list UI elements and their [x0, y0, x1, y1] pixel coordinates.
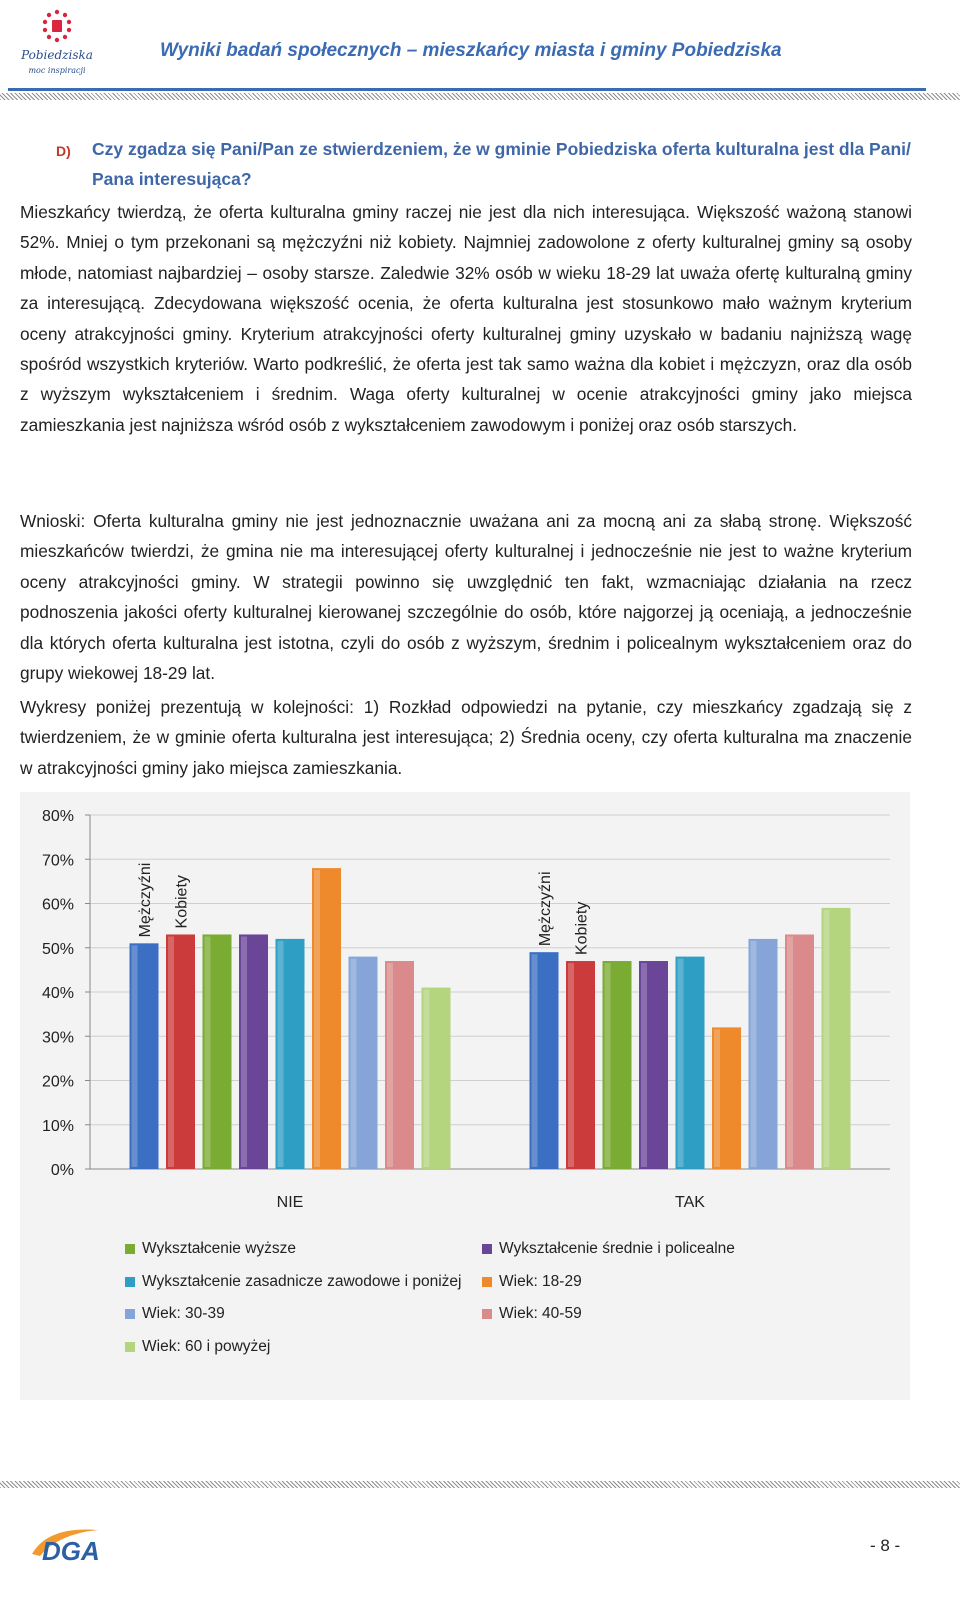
- bar-highlight: [241, 936, 247, 1167]
- bar-highlight: [532, 954, 538, 1167]
- bar-series-label: Mężczyźni: [137, 862, 154, 938]
- legend-item: [482, 1305, 582, 1323]
- pobiedziska-logo: [12, 6, 102, 86]
- legend-item: [125, 1273, 462, 1291]
- x-category-label: NIE: [276, 1194, 304, 1211]
- legend-label: Wykształcenie zasadnicze zawodowe i poniżej: [142, 1272, 462, 1290]
- legend-item: [125, 1305, 225, 1323]
- bar-highlight: [714, 1029, 720, 1167]
- legend-label: Wiek: 60 i powyżej: [142, 1337, 271, 1355]
- legend-label: Wykształcenie średnie i policealne: [499, 1240, 735, 1257]
- legend-item: [482, 1240, 735, 1258]
- bar-highlight: [168, 936, 174, 1167]
- page-header: [0, 0, 960, 100]
- pobiedziska-emblem-icon: [12, 6, 102, 48]
- bar-highlight: [132, 945, 138, 1167]
- header-hatch-divider: [0, 93, 960, 100]
- legend-swatch: [482, 1244, 492, 1254]
- bar-series-label: Kobiety: [573, 901, 591, 956]
- paragraph-findings: Mieszkańcy twierdzą, że oferta kulturalna gminy raczej nie jest dla nich interesująca. Większość ważoną stanowi 52%. Mniej o tym przekonani są mężczyźni niż kobiety. Najmniej zadowolone z oferty kulturalnej gminy są osoby młode, natomiast najbardziej – osoby starsze. Zaledwie 32% osób w wieku 18-29 lat uważa ofertę kulturalną gminy za interesującą. Zdecydowana większość ocenia, że oferta kulturalna jest stosunkowo mało ważnym kryterium oceny atrakcyjności gminy. Kryterium atrakcyjności oferty kulturalnej gminy uzyskało w badaniu najniższą wagę spośród wszystkich kryteriów. Warto podkreślić, że oferta jest tak samo ważna dla kobiet i mężczyzn, oraz dla osób z wyższym wykształceniem i średnim. Waga oferty kulturalnej w ocenie atrakcyjności gminy jako miejsca zamieszkania jest najniższa wśród osób z wykształceniem zawodowym i poniżej oraz osób starszych.: [20, 202, 912, 435]
- bar-chart: [20, 792, 910, 1400]
- bar-highlight: [351, 959, 357, 1167]
- bar-highlight: [787, 936, 793, 1167]
- bar-highlight: [678, 959, 684, 1167]
- y-tick-label: 20%: [41, 1073, 74, 1091]
- legend-label: Wykształcenie wyższe: [142, 1240, 297, 1257]
- x-category-label: TAK: [675, 1194, 705, 1211]
- bar-series-label: Mężczyźni: [537, 871, 554, 947]
- legend-item: [125, 1338, 270, 1356]
- bar-highlight: [568, 963, 574, 1167]
- header-rule: [8, 88, 926, 91]
- legend-swatch: [125, 1244, 135, 1254]
- y-tick-label: 60%: [41, 896, 74, 914]
- bar-highlight: [424, 990, 430, 1167]
- legend-swatch: [125, 1277, 135, 1287]
- question-number: D): [56, 143, 71, 159]
- paragraph-chart-intro: Wykresy poniżej prezentują w kolejności: 1) Rozkład odpowiedzi na pytanie, czy mieszkańcy zgadzają się z twierdzeniem, że w gminie oferta kulturalna jest interesująca; 2) Średnia oceny, czy oferta kulturalna ma znaczenie w atrakcyjności gminy jako miejsca zamieszkania.: [20, 697, 912, 778]
- bar-highlight: [824, 910, 830, 1167]
- paragraph-conclusions: Wnioski: Oferta kulturalna gminy nie jest jednoznacznie uważana ani za mocną ani za słabą stronę. Większość mieszkańców twierdzi, że gmina nie ma interesującej oferty kulturalnej i jednocześnie nie jest to ważne kryterium oceny atrakcyjności gminy. W strategii powinno się uwzględnić ten fakt, wzmacniając działania na rzecz podnoszenia jakości oferty kulturalnej kierowanej szczególnie do osób, które najgorzej ją oceniają, a jednocześnie dla których oferta kulturalna jest istotna, czyli do osób z wyższym, średnim i policealnym wykształceniem oraz do grupy wiekowej 18-29 lat.: [20, 511, 912, 684]
- footer-hatch-divider: [0, 1481, 960, 1488]
- legend-swatch: [482, 1309, 492, 1319]
- logo-tagline: moc inspiracji: [28, 66, 86, 75]
- legend-label: Wiek: 30-39: [142, 1305, 225, 1322]
- legend-label: Wiek: 40-59: [499, 1305, 582, 1322]
- page-number: - 8 -: [870, 1536, 901, 1555]
- dga-logo-text: DGA: [42, 1536, 100, 1566]
- dga-logo: [28, 1520, 108, 1570]
- bar-highlight: [387, 963, 393, 1167]
- bar-highlight: [605, 963, 611, 1167]
- y-tick-label: 50%: [41, 940, 74, 958]
- legend-label: Wiek: 18-29: [499, 1272, 582, 1290]
- bar-highlight: [314, 870, 320, 1167]
- legend-swatch: [125, 1309, 135, 1319]
- y-tick-label: 40%: [41, 985, 74, 1002]
- logo-name: Pobiedziska: [21, 48, 93, 62]
- bar-highlight: [751, 941, 757, 1167]
- y-tick-label: 70%: [41, 852, 74, 870]
- bar-series-label: Kobiety: [173, 875, 191, 929]
- bar-highlight: [205, 936, 211, 1167]
- y-tick-label: 80%: [41, 808, 74, 825]
- dga-swoosh-icon: [28, 1520, 108, 1570]
- legend-item: [125, 1240, 296, 1258]
- legend-swatch: [482, 1277, 492, 1287]
- bar-highlight: [641, 963, 647, 1167]
- header-title: Wyniki badań społecznych – mieszkańcy miasta i gminy Pobiedziska: [160, 40, 782, 61]
- question-text: Czy zgadza się Pani/Pan ze stwierdzeniem, że w gminie Pobiedziska oferta kulturalna jest dla Pani/ Pana interesująca?: [92, 139, 911, 189]
- question-heading: [56, 134, 936, 194]
- legend-swatch: [125, 1342, 135, 1352]
- y-tick-label: 10%: [41, 1117, 74, 1135]
- legend-item: [482, 1273, 582, 1291]
- y-tick-label: 0%: [50, 1162, 74, 1179]
- y-tick-label: 30%: [41, 1029, 74, 1047]
- bar-highlight: [278, 941, 284, 1167]
